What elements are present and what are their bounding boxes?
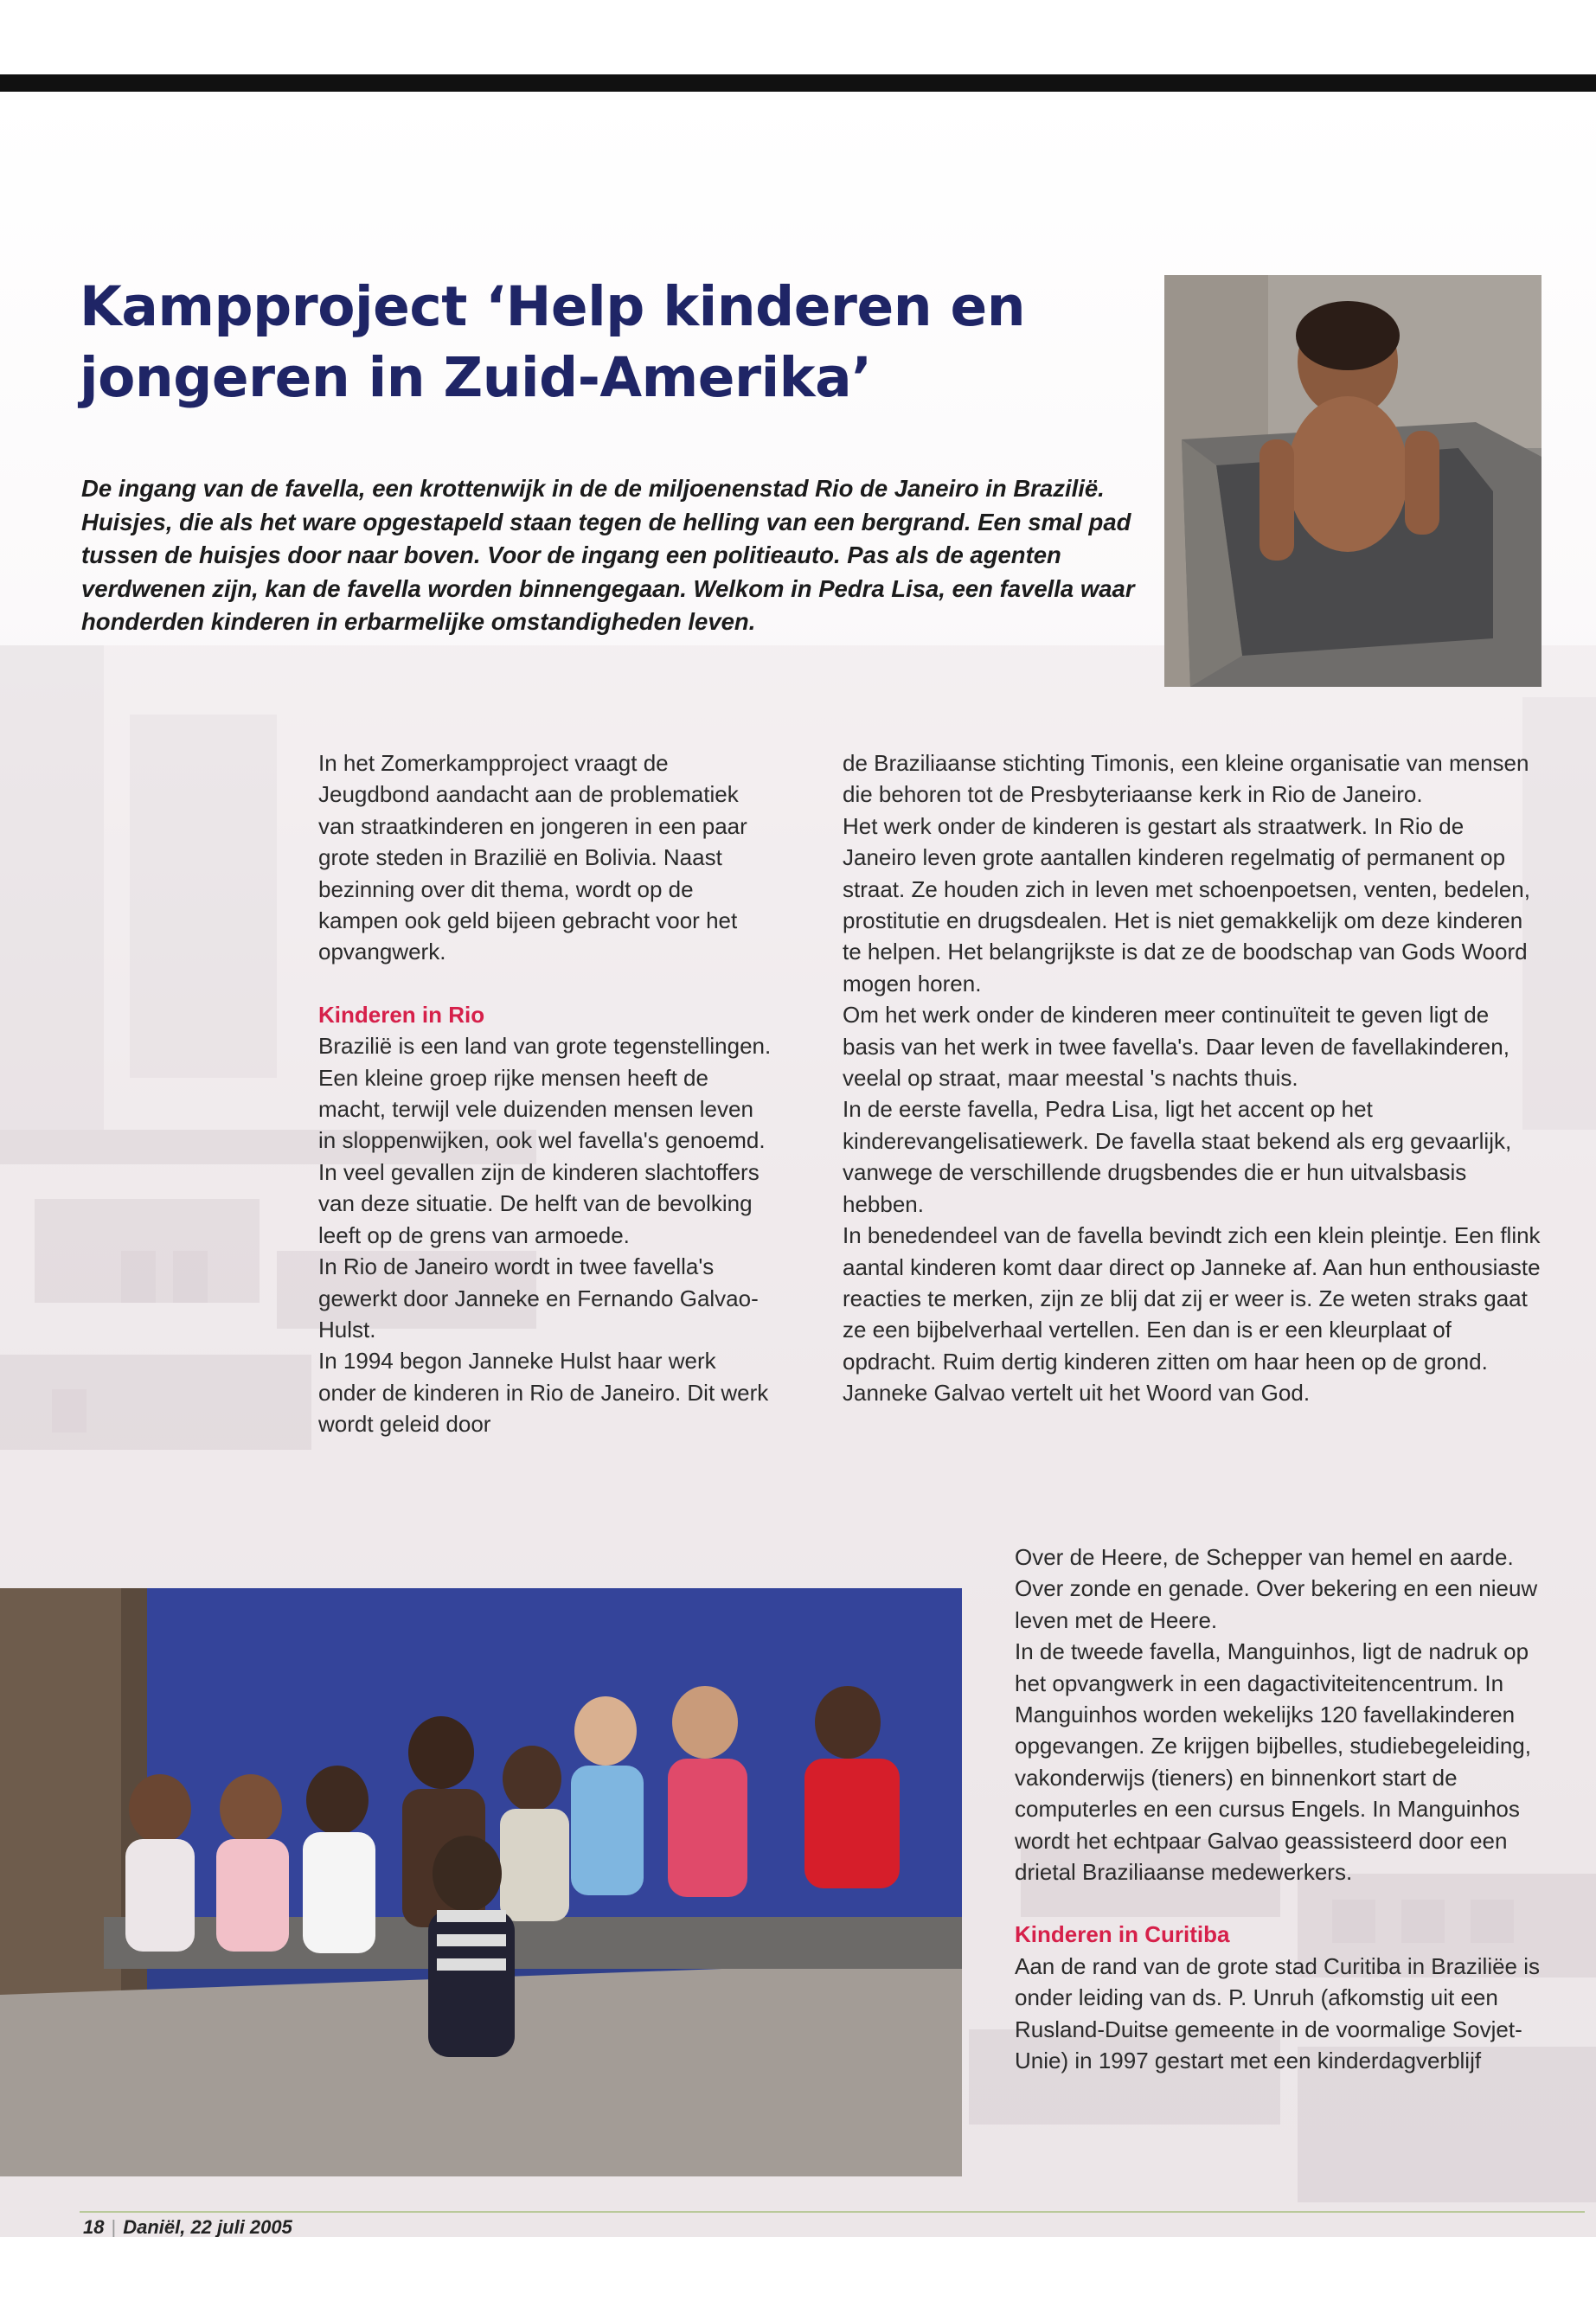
paragraph: Brazilië is een land van grote tegenstellingen. Een kleine groep rijke mensen heeft de macht, terwijl vele duizenden mensen leven in sloppenwijken, ook wel favella's genoemd. — [318, 1033, 772, 1154]
article-title: Kampproject ‘Help kinderen en jongeren in Zuid-Amerika’ — [80, 275, 1026, 409]
paragraph: In 1994 begon Janneke Hulst haar werk onder de kinderen in Rio de Janeiro. Dit werk wordt geleid door — [318, 1348, 769, 1438]
subheading-rio: Kinderen in Rio — [318, 1001, 485, 1028]
paragraph: In veel gevallen zijn de kinderen slachtoffers van deze situatie. De helft van de bevolking leeft op de grens van armoede. — [318, 1158, 760, 1248]
paragraph: In de tweede favella, Manguinhos, ligt de nadruk op het opvangwerk in een dagactiviteitencentrum. In Manguinhos worden wekelijks 120 favellakinderen opgevangen. Ze krijgen bijbelles, studiebegeleiding, vakonderwijs (tieners) en binnenkort start de computerles en een cursus Engels. In Manguinhos wordt het echtpaar Galvao geassisteerd door een drietal Braziliaanse medewerkers. — [1015, 1638, 1531, 1886]
article-intro: De ingang van de favella, een krottenwijk in de de miljoenenstad Rio de Janeiro in Brazilië. Huisjes, die als het ware opgestapeld staan tegen de helling van een bergrand. Een smal pad tussen de huisjes door naar boven. Voor de ingang een politieauto. Pas als de agenten verdwenen zijn, kan de favella worden binnengegaan. Welkom in Pedra Lisa, een favella waar honderden kinderen in erbarmelijke omstandigheden leven. — [81, 475, 1135, 635]
paragraph: Om het werk onder de kinderen meer continuïteit te geven ligt de basis van het werk in twee favella's. Daar leven de favellakinderen, veelal op straat, maar meestal 's nachts thuis. — [843, 1002, 1509, 1092]
column-1 — [318, 747, 777, 1440]
footer-rule — [80, 2211, 1585, 2213]
toddler-photo — [1164, 275, 1542, 687]
paragraph: Het werk onder de kinderen is gestart als straatwerk. In Rio de Janeiro leven grote aantallen kinderen regelmatig of permanent op straat. Ze houden zich in leven met schoenpoetsen, venten, bedelen, prostitutie en drugsdealen. Het is niet gemakkelijk om deze kinderen te helpen. Het belangrijkste is dat ze de boodschap van Gods Woord mogen horen. — [843, 812, 1530, 997]
children-group-photo — [0, 1588, 962, 2176]
top-border — [0, 74, 1596, 92]
publication-info: Daniël, 22 juli 2005 — [123, 2216, 292, 2237]
paragraph: In het Zomerkampproject vraagt de Jeugdbond aandacht aan de problematiek van straatkinderen en jongeren in een paar grote steden in Brazilië en Bolivia. Naast bezinning over dit thema, wordt op de kampen ook geld bijeen gebracht voor het opvangwerk. — [318, 750, 747, 965]
column-2 — [843, 747, 1543, 1409]
magazine-page — [0, 92, 1596, 2237]
page-footer: 18 | Daniël, 22 juli 2005 — [83, 2216, 292, 2237]
paragraph: In Rio de Janeiro wordt in twee favella's gewerkt door Janneke en Fernando Galvao-Hulst. — [318, 1253, 759, 1343]
paragraph: de Braziliaanse stichting Timonis, een kleine organisatie van mensen die behoren tot de Presbyteriaanse kerk in Rio de Janeiro. — [843, 750, 1529, 808]
paragraph: In benedendeel van de favella bevindt zich een klein pleintje. Een flink aantal kinderen komt daar direct op Janneke af. Aan hun enthousiaste reacties te merken, zijn ze blij dat zij er weer is. Ze weten straks gaat ze een bijbelverhaal vertellen. Een dan is er een kleurplaat of opdracht. Ruim dertig kinderen zitten om haar heen op de grond. Janneke Galvao vertelt uit het Woord van God. — [843, 1222, 1541, 1407]
column-3 — [1015, 1541, 1544, 2077]
paragraph: Aan de rand van de grote stad Curitiba in Braziliëe is onder leiding van ds. P. Unruh (afkomstig uit een Rusland-Duitse gemeente in de voormalige Sovjet-Unie) in 1997 gestart met een kinderdagverblijf — [1015, 1952, 1541, 2074]
subheading-curitiba: Kinderen in Curitiba — [1015, 1921, 1230, 1948]
page-number: 18 — [83, 2216, 105, 2237]
paragraph: In de eerste favella, Pedra Lisa, ligt het accent op het kinderevangelisatiewerk. De favella staat bekend als erg gevaarlijk, vanwege de verschillende drugsbendes die er hun uitvalsbasis hebben. — [843, 1096, 1512, 1217]
paragraph: Over de Heere, de Schepper van hemel en aarde. Over zonde en genade. Over bekering en een nieuw leven met de Heere. — [1015, 1544, 1538, 1633]
